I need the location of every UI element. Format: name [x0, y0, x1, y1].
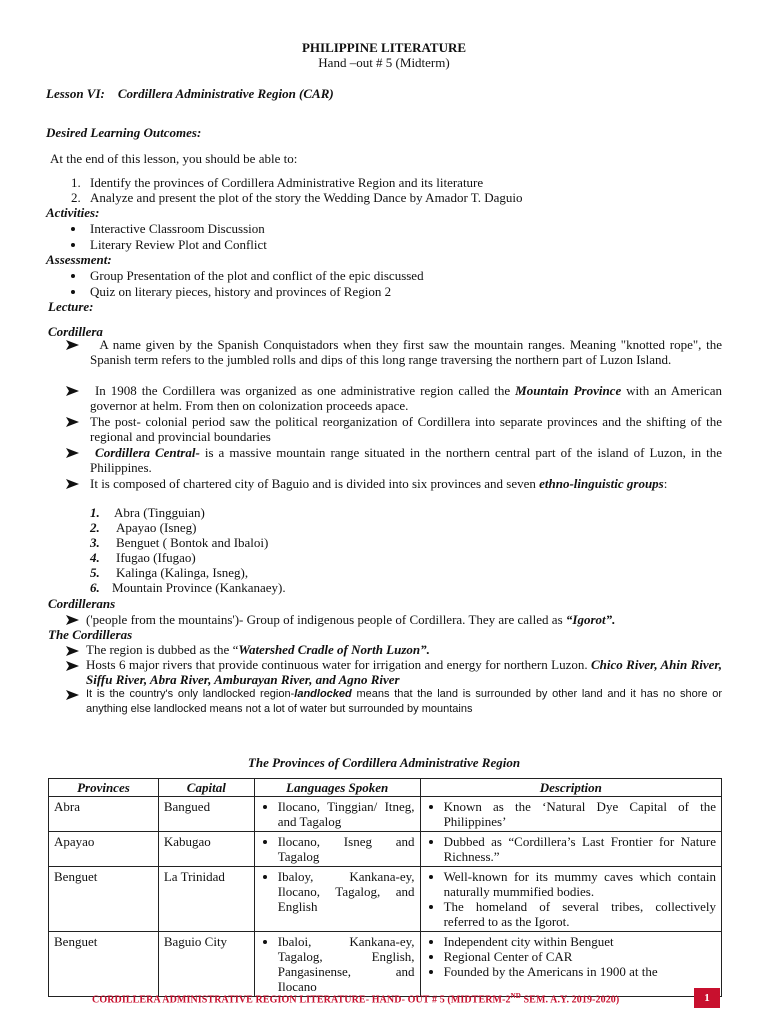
table-row	[49, 797, 722, 832]
column-header: Languages Spoken	[254, 779, 420, 797]
lesson-heading	[46, 86, 334, 101]
description-cell: Dubbed as “Cordillera’s Last Frontier for Nature Richness.”	[420, 832, 721, 867]
arrow-icon	[66, 690, 80, 700]
cordillera-paragraph: A name given by the Spanish Conquistadors when they first saw the mountain ranges. Meaning "knotted rope", the Spanish term refers to the jumbled rolls and dips of this long range traversing the northern part of Luzon Island.	[90, 337, 722, 367]
bullet-icon	[71, 290, 75, 294]
outcomes-intro: At the end of this lesson, you should be able to:	[50, 151, 298, 166]
languages-cell: Ibaloy, Kankana-ey, Ilocano, Tagalog, and English	[254, 867, 420, 932]
bullet-icon	[71, 274, 75, 278]
outcome-item: 1.	[71, 175, 81, 190]
cordillerans-heading: Cordillerans	[48, 596, 116, 611]
outcome-item: 2.	[71, 190, 81, 205]
arrow-icon	[66, 646, 80, 656]
cordillera-paragraph: The post- colonial period saw the political reorganization of Cordillera into separate provinces and the shifting of the regional and provincial boundaries	[90, 414, 722, 444]
province-num: 5.	[90, 565, 100, 580]
province-item: Benguet ( Bontok and Ibaloi)	[116, 535, 269, 550]
activity-item: Literary Review Plot and Conflict	[90, 237, 267, 252]
province-cell: Apayao	[49, 832, 159, 867]
province-item: Apayao (Isneg)	[116, 520, 197, 535]
cordillera-heading: Cordillera	[48, 324, 103, 339]
capital-cell: Bangued	[158, 797, 254, 832]
cordillerans-text: ('people from the mountains')- Group of indigenous people of Cordillera. They are called as “Igorot”.	[86, 612, 616, 627]
description-cell: Independent city within Benguet Regional Center of CAR Founded by the Americans in 1900 at the	[420, 932, 721, 997]
bullet-icon	[263, 875, 267, 879]
column-header: Provinces	[49, 779, 159, 797]
bullet-icon	[263, 940, 267, 944]
languages-cell: Ibaloi, Kankana-ey, Tagalog, English, Pangasinense, and Ilocano	[254, 932, 420, 997]
province-num: 1.	[90, 505, 100, 520]
bullet-icon	[429, 970, 433, 974]
outcome-text: Identify the provinces of Cordillera Administrative Region and its literature	[90, 175, 484, 190]
table-caption: The Provinces of Cordillera Administrative Region	[247, 755, 521, 770]
bullet-icon	[263, 840, 267, 844]
province-item: Kalinga (Kalinga, Isneg),	[116, 565, 249, 580]
arrow-icon	[66, 479, 80, 489]
outcome-text: Analyze and present the plot of the story the Wedding Dance by Amador T. Daguio	[90, 190, 523, 205]
cordillera-paragraph: In 1908 the Cordillera was organized as one administrative region called the Mountain Province with an American governor at helm. From then on colonization proceeds apace.	[90, 383, 722, 413]
cordilleras-paragraph: Hosts 6 major rivers that provide continuous water for irrigation and energy for northern Luzon. Chico River, Ahin River, Siffu River, Abra River, Amburayan River, and Agno River	[86, 657, 723, 687]
bullet-icon	[429, 875, 433, 879]
bullet-icon	[429, 940, 433, 944]
activities-heading: Activities:	[46, 205, 100, 220]
column-header: Capital	[158, 779, 254, 797]
capital-cell: Kabugao	[158, 832, 254, 867]
outcomes-heading: Desired Learning Outcomes:	[46, 125, 202, 140]
assessment-heading: Assessment:	[46, 252, 112, 267]
page-footer: CORDILLERA ADMINISTRATIVE REGION LITERATURE- HAND- OUT # 5 (MIDTERM-2ND SEM. A.Y. 2019-2020)	[92, 992, 620, 1006]
province-cell: Abra	[49, 797, 159, 832]
description-cell: Well-known for its mummy caves which contain naturally mummified bodies. The homeland of several tribes, collectively referred to as the Igorot.	[420, 867, 721, 932]
provinces-table	[48, 778, 722, 997]
column-header: Description	[420, 779, 721, 797]
capital-cell: La Trinidad	[158, 867, 254, 932]
bullet-icon	[429, 805, 433, 809]
province-num: 2.	[90, 520, 100, 535]
cordilleras-paragraph: It is the country's only landlocked region-landlocked means that the land is surrounded by other land and it has no shore or anything else landlocked means not a lot of water but surrounded by mountains	[86, 688, 723, 715]
assessment-item: Group Presentation of the plot and conflict of the epic discussed	[90, 268, 424, 283]
table-row	[49, 867, 722, 932]
table-row	[49, 832, 722, 867]
bullet-icon	[429, 905, 433, 909]
description-cell: Known as the ‘Natural Dye Capital of the Philippines’	[420, 797, 721, 832]
document-title: PHILIPPINE LITERATURE	[301, 40, 467, 55]
assessment-item: Quiz on literary pieces, history and provinces of Region 2	[90, 284, 392, 299]
cordilleras-paragraph: The region is dubbed as the “Watershed Cradle of North Luzon”.	[86, 642, 430, 657]
table-row	[49, 932, 722, 997]
page-number: 1	[694, 988, 720, 1008]
province-num: 6.	[90, 580, 100, 595]
capital-cell: Baguio City	[158, 932, 254, 997]
document-subtitle: Hand –out # 5 (Midterm)	[318, 55, 450, 70]
bullet-icon	[71, 227, 75, 231]
lecture-heading: Lecture:	[48, 299, 94, 314]
arrow-icon	[66, 417, 80, 427]
lesson-title: Cordillera Administrative Region (CAR)	[117, 86, 334, 101]
province-cell: Benguet	[49, 867, 159, 932]
languages-cell: Ilocano, Isneg and Tagalog	[254, 832, 420, 867]
lesson-label: Lesson VI:	[46, 86, 105, 101]
arrow-icon	[66, 615, 80, 625]
province-num: 4.	[90, 550, 100, 565]
arrow-icon	[66, 340, 80, 350]
province-item: Abra (Tingguian)	[114, 505, 205, 520]
languages-cell: Ilocano, Tinggian/ Itneg, and Tagalog	[254, 797, 420, 832]
bullet-icon	[429, 955, 433, 959]
province-item: Ifugao (Ifugao)	[116, 550, 196, 565]
arrow-icon	[66, 386, 80, 396]
bullet-icon	[71, 243, 75, 247]
activity-item: Interactive Classroom Discussion	[90, 221, 265, 236]
cordillera-paragraph: Cordillera Central- is a massive mountain range situated in the northern central part of the island of Luzon, in the Philippines.	[90, 445, 722, 475]
arrow-icon	[66, 448, 80, 458]
bullet-icon	[429, 840, 433, 844]
province-cell: Benguet	[49, 932, 159, 997]
bullet-icon	[263, 805, 267, 809]
table-header-row	[49, 779, 722, 797]
province-item: Mountain Province (Kankanaey).	[112, 580, 286, 595]
the-cordilleras-heading: The Cordilleras	[48, 627, 133, 642]
cordillera-paragraph: It is composed of chartered city of Baguio and is divided into six provinces and seven ethno-linguistic groups:	[90, 476, 668, 491]
province-num: 3.	[90, 535, 100, 550]
arrow-icon	[66, 661, 80, 671]
